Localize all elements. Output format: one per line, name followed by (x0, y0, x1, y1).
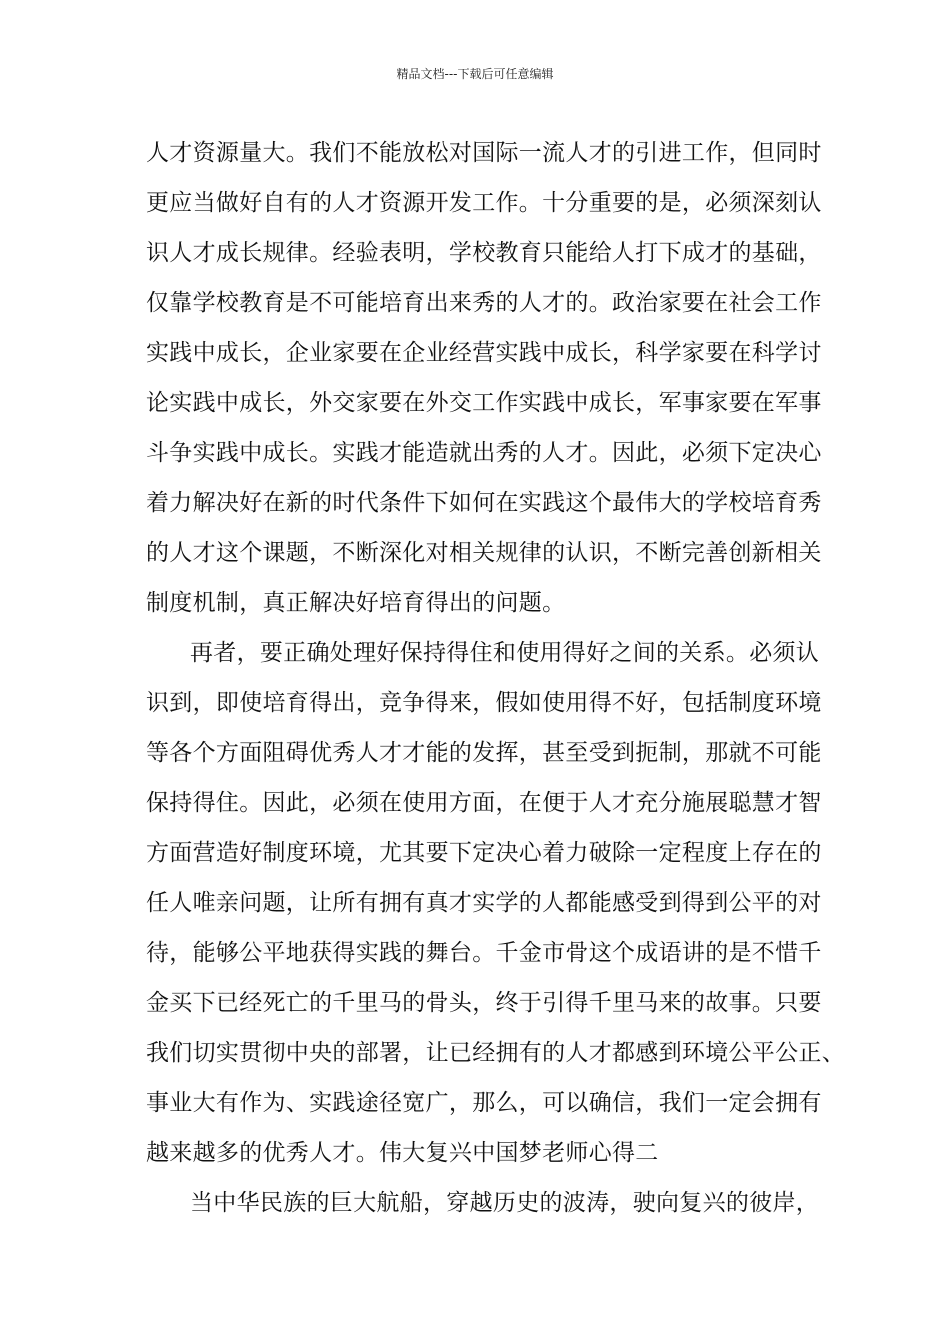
text-line: 待，能够公平地获得实践的舞台。千金市骨这个成语讲的是不惜千 (146, 940, 822, 966)
text-line: 事业大有作为、实践途径宽广，那么，可以确信，我们一定会拥有 (146, 1090, 822, 1116)
text-line: 制度机制，真正解决好培育得出的问题。 (146, 590, 566, 616)
text-line: 论实践中成长，外交家要在外交工作实践中成长，军事家要在军事 (146, 390, 822, 416)
text-line: 识到，即使培育得出，竞争得来，假如使用得不好，包括制度环境 (146, 690, 822, 716)
text-line: 的人才这个课题，不断深化对相关规律的认识，不断完善创新相关 (146, 540, 822, 566)
text-line: 识人才成长规律。经验表明，学校教育只能给人打下成才的基础， (146, 240, 822, 266)
document-body (146, 128, 845, 1228)
text-line: 人才资源量大。我们不能放松对国际一流人才的引进工作，但同时 (146, 140, 822, 166)
text-line: 等各个方面阻碍优秀人才才能的发挥，甚至受到扼制，那就不可能 (146, 740, 822, 766)
text-line: 实践中成长，企业家要在企业经营实践中成长，科学家要在科学讨 (146, 340, 822, 366)
text-line: 金买下已经死亡的千里马的骨头，终于引得千里马来的故事。只要 (146, 990, 822, 1016)
paragraph-first-line: 再者，要正确处理好保持得住和使用得好之间的关系。必须认 (190, 640, 820, 666)
text-line: 着力解决好在新的时代条件下如何在实践这个最伟大的学校培育秀 (146, 490, 822, 516)
text-line: 越来越多的优秀人才。伟大复兴中国梦老师心得二 (146, 1140, 659, 1166)
text-line: 仅靠学校教育是不可能培育出来秀的人才的。政治家要在社会工作 (146, 290, 822, 316)
text-line: 斗争实践中成长。实践才能造就出秀的人才。因此，必须下定决心 (146, 440, 822, 466)
text-line: 任人唯亲问题，让所有拥有真才实学的人都能感受到得到公平的对 (146, 890, 822, 916)
text-line: 保持得住。因此，必须在使用方面，在便于人才充分施展聪慧才智 (146, 790, 822, 816)
text-line: 更应当做好自有的人才资源开发工作。十分重要的是，必须深刻认 (146, 190, 822, 216)
paragraph-first-line: 当中华民族的巨大航船，穿越历史的波涛，驶向复兴的彼岸， (190, 1190, 820, 1216)
text-line: 方面营造好制度环境，尤其要下定决心着力破除一定程度上存在的 (146, 840, 822, 866)
page-header: 精品文档---下载后可任意编辑 (396, 67, 554, 81)
text-line: 我们切实贯彻中央的部署，让已经拥有的人才都感到环境公平公正、 (146, 1040, 845, 1066)
